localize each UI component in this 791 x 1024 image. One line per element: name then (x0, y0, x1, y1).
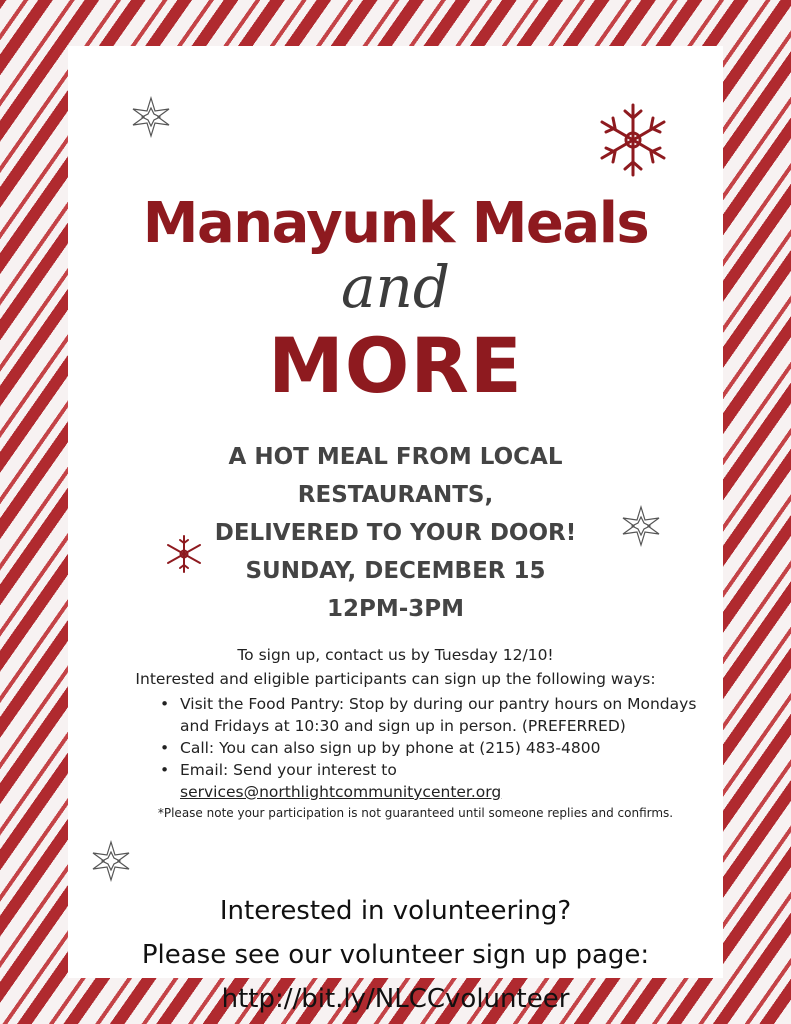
signup-deadline: To sign up, contact us by Tuesday 12/10! (237, 646, 554, 664)
bullet-icon: • (160, 761, 170, 779)
list-item-food-pantry (160, 693, 697, 737)
headline-block (68, 438, 723, 628)
signup-methods-list (68, 693, 723, 803)
headline-line-1: A HOT MEAL FROM LOCAL (228, 444, 563, 470)
pantry-line-1: Visit the Food Pantry: Stop by during our pantry hours on Mondays (180, 695, 697, 713)
volunteer-block (68, 889, 723, 1021)
pantry-line-2: and Fridays at 10:30 and sign up in person. (PREFERRED) (180, 717, 626, 735)
title-line-more: MORE (268, 321, 523, 410)
star-outline-icon (130, 96, 172, 138)
volunteer-question: Interested in volunteering? (219, 896, 572, 926)
volunteer-instruction: Please see our volunteer sign up page: (141, 940, 650, 970)
event-date: SUNDAY, DECEMBER 15 (245, 558, 546, 584)
headline-line-2: RESTAURANTS, (297, 482, 494, 508)
event-time: 12PM-3PM (326, 596, 465, 622)
list-item-email (160, 759, 693, 803)
email-line: Email: Send your interest to (180, 761, 397, 779)
list-item-call (160, 737, 693, 759)
eligible-intro: Interested and eligible participants can sign up the following ways: (135, 670, 656, 688)
star-outline-icon (90, 840, 132, 882)
bullet-icon: • (160, 739, 170, 757)
signup-info (68, 643, 723, 820)
call-line: Call: You can also sign up by phone at (215) 483-4800 (180, 739, 601, 757)
volunteer-link[interactable]: http://bit.ly/NLCCvolunteer (221, 984, 570, 1014)
headline-line-3: DELIVERED TO YOUR DOOR! (214, 520, 577, 546)
email-link[interactable]: services@northlightcommunitycenter.org (180, 783, 502, 801)
snowflake-icon (594, 101, 672, 179)
title-line-manayunk-meals: Manayunk Meals (142, 191, 649, 256)
participation-note: *Please note your participation is not guaranteed until someone replies and confirms. (157, 806, 674, 820)
bullet-icon: • (160, 695, 170, 713)
title-line-and: and (340, 253, 451, 321)
flyer-card (68, 46, 723, 1014)
